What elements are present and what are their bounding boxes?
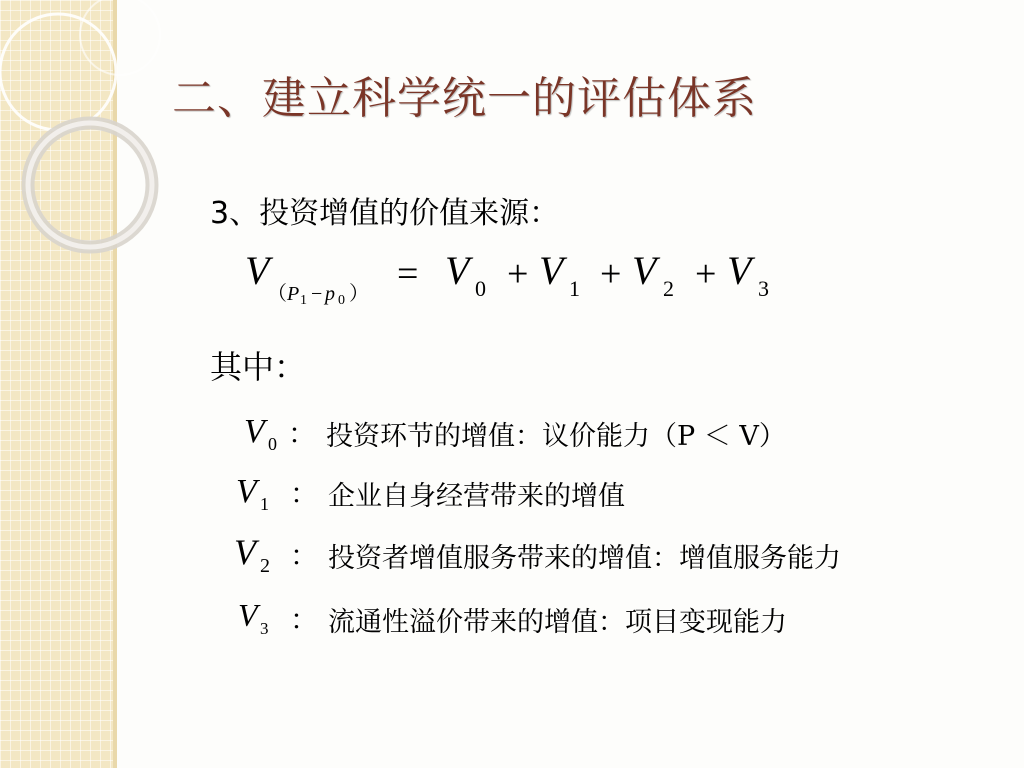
formula-term-3-symbol: V	[727, 248, 752, 293]
svg-text:V: V	[236, 473, 257, 510]
svg-text:V: V	[234, 532, 256, 572]
formula-plus-3: +	[695, 253, 717, 295]
formula-lhs-paren-open: （	[267, 283, 287, 305]
definition-v3-symbol	[234, 596, 284, 644]
definition-v0-colon: ：	[288, 418, 317, 449]
formula-term-1-index: 1	[569, 276, 580, 301]
formula-plus-1: +	[507, 253, 529, 295]
definition-v1-symbol	[232, 470, 282, 518]
ring-large	[0, 14, 116, 130]
svg-text:3: 3	[260, 619, 269, 638]
value-formula	[245, 244, 805, 324]
svg-text:V: V	[238, 597, 258, 633]
definition-v2-text: 投资者增值服务带来的增值：增值服务能力	[328, 543, 841, 574]
svg-text:V: V	[244, 413, 265, 450]
formula-lhs-p0: p	[325, 283, 335, 305]
page-title: 二、建立科学统一的评估体系	[172, 73, 757, 124]
intro-label: 其中：	[210, 348, 307, 386]
definition-v0-symbol	[240, 410, 290, 458]
decorative-rings	[0, 0, 200, 300]
definition-v2-colon: ：	[290, 540, 319, 571]
formula-lhs-minus: −	[311, 283, 323, 305]
formula-term-0-symbol: V	[445, 248, 470, 293]
formula-term-3-index: 3	[758, 276, 769, 301]
formula-term-2-index: 2	[663, 276, 674, 301]
formula-lhs-p0-index: 0	[338, 293, 345, 308]
ring-medium-inner	[28, 123, 152, 247]
definition-v1-text: 企业自身经营带来的增值	[328, 481, 625, 512]
definition-v0-text: 投资环节的增值：议价能力（P ＜ V）	[326, 421, 786, 452]
formula-plus-2: +	[600, 253, 622, 295]
ring-small	[80, 0, 160, 75]
formula-lhs-symbol: V	[245, 248, 270, 293]
definition-v3-text: 流通性溢价带来的增值：项目变现能力	[328, 607, 787, 638]
formula-lhs-p1: P	[287, 283, 300, 305]
svg-text:0: 0	[268, 434, 277, 454]
formula-lhs-paren-close: ）	[349, 283, 369, 305]
subheading: 3、投资增值的价值来源：	[210, 196, 560, 231]
formula-term-1-symbol: V	[539, 248, 564, 293]
formula-lhs-p1-index: 1	[300, 293, 307, 308]
definition-v1-colon: ：	[290, 478, 319, 509]
formula-equals: =	[397, 253, 419, 295]
svg-text:2: 2	[260, 555, 270, 577]
formula-term-0-index: 0	[475, 276, 486, 301]
svg-text:1: 1	[260, 494, 269, 514]
formula-term-2-symbol: V	[632, 248, 657, 293]
definition-v3-colon: ：	[290, 604, 319, 635]
definition-v2-symbol	[230, 532, 284, 580]
